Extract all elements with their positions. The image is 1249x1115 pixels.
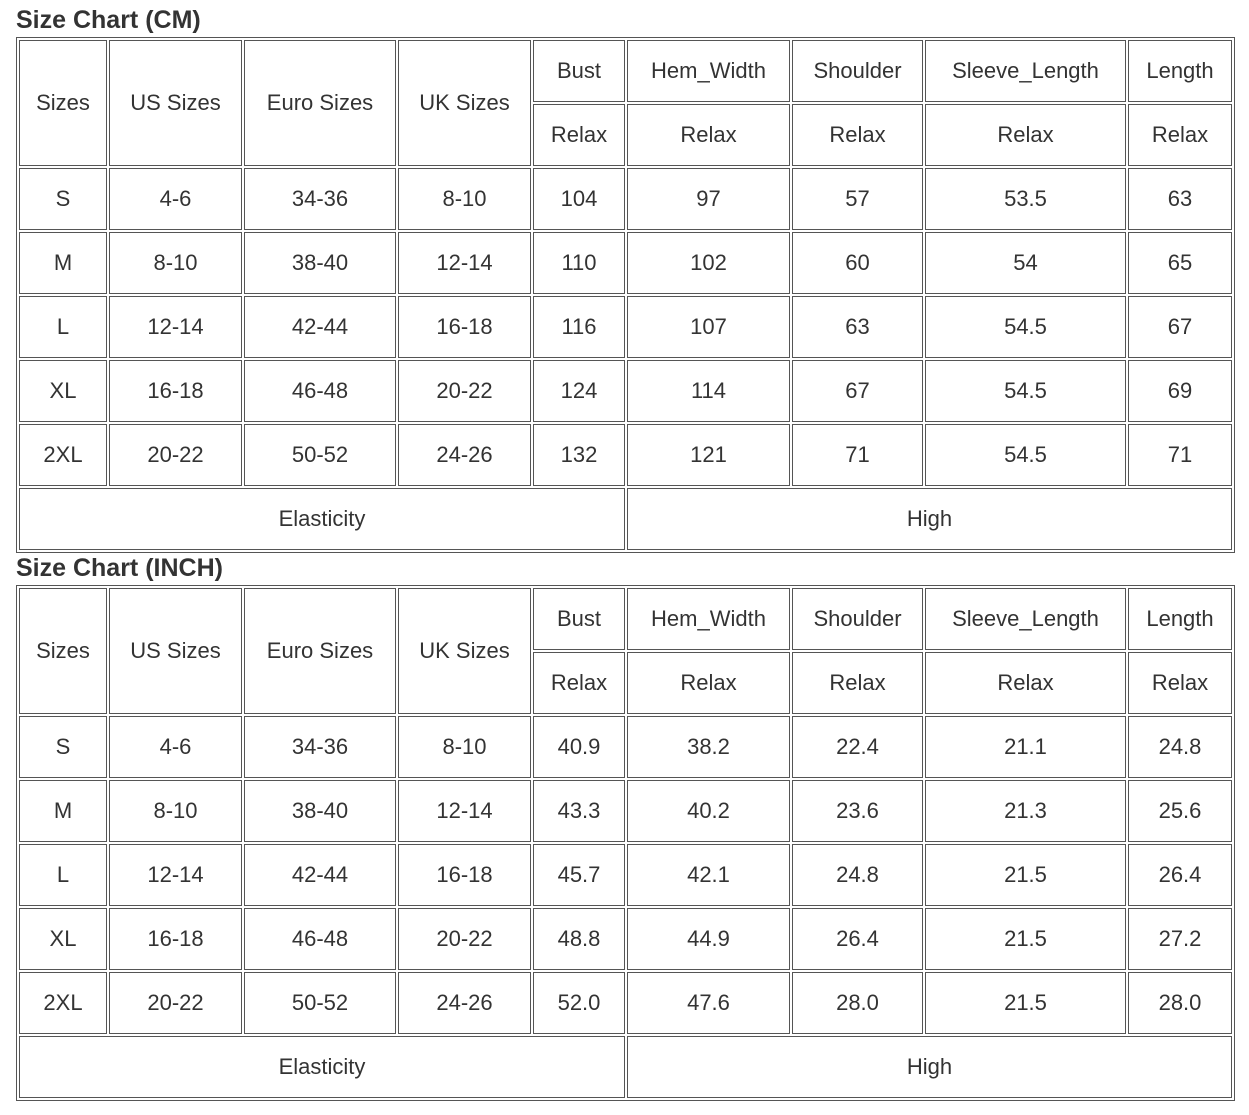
header-hem-width: Hem_Width: [627, 588, 790, 650]
table-row: [19, 232, 1232, 294]
table-cell: 54: [925, 232, 1126, 294]
table-cell: 124: [533, 360, 625, 422]
table-cell: M: [19, 232, 107, 294]
table-cell: 97: [627, 168, 790, 230]
header-row: [19, 588, 1232, 650]
table-cell: 16-18: [398, 296, 531, 358]
table-cell: 20-22: [109, 424, 242, 486]
table-cell: 24-26: [398, 424, 531, 486]
table-cell: 12-14: [398, 780, 531, 842]
table-cell: 2XL: [19, 424, 107, 486]
size-chart-inch-table: [16, 585, 1235, 1101]
header-sleeve-length: Sleeve_Length: [925, 40, 1126, 102]
table-cell: 24.8: [792, 844, 923, 906]
table-cell: 46-48: [244, 360, 396, 422]
elasticity-value: High: [627, 1036, 1232, 1098]
table-cell: 20-22: [398, 908, 531, 970]
table-cell: S: [19, 168, 107, 230]
table-cell: 47.6: [627, 972, 790, 1034]
fit-cell: Relax: [627, 104, 790, 166]
table-cell: 102: [627, 232, 790, 294]
table-cell: S: [19, 716, 107, 778]
header-sizes: Sizes: [19, 40, 107, 166]
table-cell: 42-44: [244, 296, 396, 358]
table-cell: 27.2: [1128, 908, 1232, 970]
table-cell: 16-18: [398, 844, 531, 906]
header-length: Length: [1128, 588, 1232, 650]
table-row: [19, 168, 1232, 230]
header-bust: Bust: [533, 588, 625, 650]
size-chart-cm-title: Size Chart (CM): [16, 6, 201, 34]
table-cell: 34-36: [244, 716, 396, 778]
fit-cell: Relax: [792, 652, 923, 714]
size-chart-inch-title: Size Chart (INCH): [16, 554, 223, 582]
table-cell: 28.0: [792, 972, 923, 1034]
table-cell: 38-40: [244, 232, 396, 294]
header-euro-sizes: Euro Sizes: [244, 588, 396, 714]
table-cell: 16-18: [109, 908, 242, 970]
table-cell: 54.5: [925, 424, 1126, 486]
size-chart-cm-table: [16, 37, 1235, 553]
table-cell: 50-52: [244, 972, 396, 1034]
table-cell: 43.3: [533, 780, 625, 842]
header-uk-sizes: UK Sizes: [398, 588, 531, 714]
table-cell: 8-10: [398, 168, 531, 230]
table-cell: 63: [1128, 168, 1232, 230]
table-cell: 2XL: [19, 972, 107, 1034]
fit-cell: Relax: [925, 652, 1126, 714]
table-cell: 21.3: [925, 780, 1126, 842]
table-cell: 28.0: [1128, 972, 1232, 1034]
table-cell: 25.6: [1128, 780, 1232, 842]
table-row: [19, 844, 1232, 906]
table-cell: 8-10: [109, 780, 242, 842]
table-cell: 4-6: [109, 168, 242, 230]
table-cell: 12-14: [109, 844, 242, 906]
table-cell: 69: [1128, 360, 1232, 422]
table-cell: 4-6: [109, 716, 242, 778]
header-uk-sizes: UK Sizes: [398, 40, 531, 166]
header-shoulder: Shoulder: [792, 40, 923, 102]
table-cell: 26.4: [792, 908, 923, 970]
table-cell: 40.9: [533, 716, 625, 778]
table-cell: 132: [533, 424, 625, 486]
header-sizes: Sizes: [19, 588, 107, 714]
header-us-sizes: US Sizes: [109, 40, 242, 166]
table-cell: 26.4: [1128, 844, 1232, 906]
table-cell: 22.4: [792, 716, 923, 778]
table-cell: 104: [533, 168, 625, 230]
fit-cell: Relax: [1128, 652, 1232, 714]
elasticity-label: Elasticity: [19, 1036, 625, 1098]
table-cell: 38.2: [627, 716, 790, 778]
table-cell: 67: [792, 360, 923, 422]
table-cell: L: [19, 844, 107, 906]
table-row: [19, 972, 1232, 1034]
table-cell: 46-48: [244, 908, 396, 970]
header-bust: Bust: [533, 40, 625, 102]
table-cell: 65: [1128, 232, 1232, 294]
fit-cell: Relax: [1128, 104, 1232, 166]
table-cell: 24.8: [1128, 716, 1232, 778]
table-cell: 34-36: [244, 168, 396, 230]
table-cell: 50-52: [244, 424, 396, 486]
table-cell: 71: [1128, 424, 1232, 486]
header-euro-sizes: Euro Sizes: [244, 40, 396, 166]
table-cell: 8-10: [398, 716, 531, 778]
header-us-sizes: US Sizes: [109, 588, 242, 714]
table-cell: M: [19, 780, 107, 842]
table-cell: 45.7: [533, 844, 625, 906]
fit-cell: Relax: [792, 104, 923, 166]
table-cell: 67: [1128, 296, 1232, 358]
footer-row: [19, 488, 1232, 550]
table-cell: 42.1: [627, 844, 790, 906]
table-cell: 12-14: [398, 232, 531, 294]
table-cell: 21.1: [925, 716, 1126, 778]
table-cell: 52.0: [533, 972, 625, 1034]
fit-cell: Relax: [533, 104, 625, 166]
table-cell: 54.5: [925, 360, 1126, 422]
table-cell: 114: [627, 360, 790, 422]
header-length: Length: [1128, 40, 1232, 102]
elasticity-label: Elasticity: [19, 488, 625, 550]
table-cell: 20-22: [398, 360, 531, 422]
header-hem-width: Hem_Width: [627, 40, 790, 102]
table-cell: 107: [627, 296, 790, 358]
table-cell: L: [19, 296, 107, 358]
table-cell: 24-26: [398, 972, 531, 1034]
table-row: [19, 360, 1232, 422]
table-cell: 42-44: [244, 844, 396, 906]
header-sleeve-length: Sleeve_Length: [925, 588, 1126, 650]
table-cell: 53.5: [925, 168, 1126, 230]
table-cell: 57: [792, 168, 923, 230]
fit-cell: Relax: [925, 104, 1126, 166]
table-cell: 16-18: [109, 360, 242, 422]
fit-cell: Relax: [533, 652, 625, 714]
table-cell: 23.6: [792, 780, 923, 842]
table-cell: 21.5: [925, 972, 1126, 1034]
table-cell: 21.5: [925, 844, 1126, 906]
table-cell: 40.2: [627, 780, 790, 842]
fit-cell: Relax: [627, 652, 790, 714]
table-cell: XL: [19, 908, 107, 970]
table-cell: 48.8: [533, 908, 625, 970]
table-cell: 110: [533, 232, 625, 294]
table-cell: 38-40: [244, 780, 396, 842]
table-row: [19, 908, 1232, 970]
table-cell: 8-10: [109, 232, 242, 294]
table-row: [19, 780, 1232, 842]
table-row: [19, 296, 1232, 358]
table-cell: 121: [627, 424, 790, 486]
table-cell: XL: [19, 360, 107, 422]
elasticity-value: High: [627, 488, 1232, 550]
table-cell: 54.5: [925, 296, 1126, 358]
table-cell: 63: [792, 296, 923, 358]
footer-row: [19, 1036, 1232, 1098]
table-row: [19, 424, 1232, 486]
table-cell: 20-22: [109, 972, 242, 1034]
table-cell: 116: [533, 296, 625, 358]
table-cell: 21.5: [925, 908, 1126, 970]
header-row: [19, 40, 1232, 102]
header-shoulder: Shoulder: [792, 588, 923, 650]
table-row: [19, 716, 1232, 778]
table-cell: 60: [792, 232, 923, 294]
table-cell: 44.9: [627, 908, 790, 970]
table-cell: 12-14: [109, 296, 242, 358]
table-cell: 71: [792, 424, 923, 486]
